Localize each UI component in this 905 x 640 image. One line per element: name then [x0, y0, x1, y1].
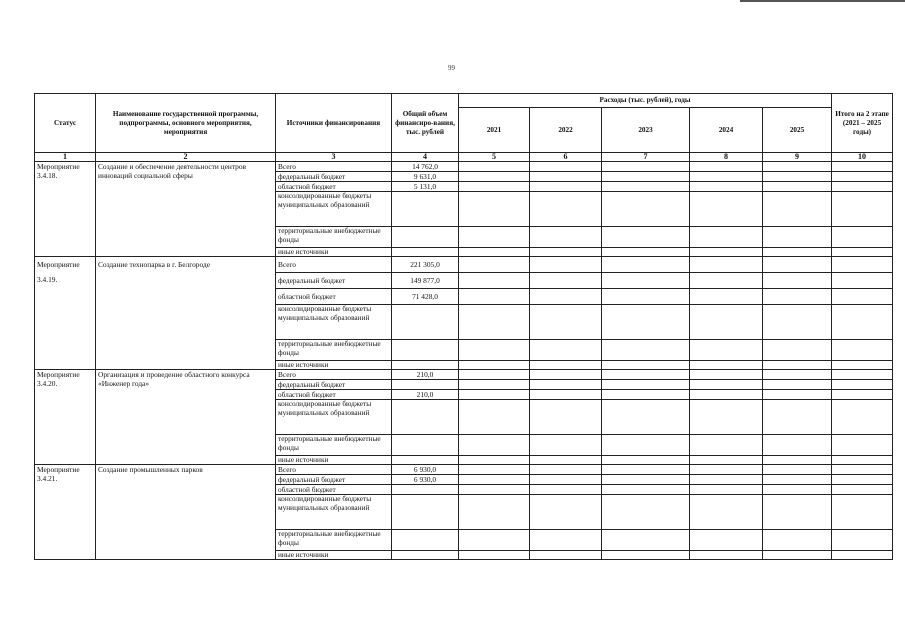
total-volume-cell: 149 877,0 [392, 273, 459, 289]
page-number: 99 [448, 64, 455, 72]
measure-status: Мероприятие 3.4.20. [35, 370, 96, 465]
total-volume-cell [392, 435, 459, 456]
total-volume-cell [392, 361, 459, 370]
col-number: 5 [459, 153, 530, 162]
measure-status: Мероприятие 3.4.18. [35, 162, 96, 257]
col-number: 1 [35, 153, 96, 162]
header-name: Наименование государственной программы, подпрограммы, основного мероприятия, мероприятия [96, 94, 276, 153]
source-cell: областной бюджет [276, 390, 392, 400]
source-cell: консолидированные бюджеты муниципальных образований [276, 192, 392, 227]
total-volume-cell: 210,0 [392, 390, 459, 400]
header-year-2024: 2024 [690, 108, 763, 153]
measure-name: Организация и проведение областного конкурса «Инженер года» [96, 370, 276, 465]
header-year-2025: 2025 [763, 108, 832, 153]
header-sources: Источники финансирования [276, 94, 392, 153]
measure-name: Создание и обеспечение деятельности центров инноваций социальной сферы [96, 162, 276, 257]
measure-status: Мероприятие 3.4.21. [35, 465, 96, 560]
total-volume-cell: 71 428,0 [392, 289, 459, 305]
source-cell: иные источники [276, 361, 392, 370]
measure-status: Мероприятие 3.4.19. [35, 257, 96, 370]
source-cell: иные источники [276, 248, 392, 257]
total-volume-cell: 5 131,0 [392, 182, 459, 192]
total-volume-cell [392, 248, 459, 257]
col-number: 3 [276, 153, 392, 162]
col-number: 7 [602, 153, 690, 162]
budget-table [34, 93, 893, 560]
total-volume-cell [392, 551, 459, 560]
col-number: 6 [530, 153, 602, 162]
total-volume-cell: 14 762,0 [392, 162, 459, 172]
total-volume-cell: 9 631,0 [392, 172, 459, 182]
header-total-volume: Общий объем финансиро-вания, тыс. рублей [392, 94, 459, 153]
total-volume-cell [392, 305, 459, 340]
source-cell: территориальные внебюджетные фонды [276, 530, 392, 551]
source-cell: областной бюджет [276, 485, 392, 495]
total-volume-cell [392, 530, 459, 551]
source-cell: областной бюджет [276, 182, 392, 192]
source-cell: иные источники [276, 456, 392, 465]
source-cell: территориальные внебюджетные фонды [276, 227, 392, 248]
table-row [35, 162, 893, 172]
measure-name: Создание промышленных парков [96, 465, 276, 560]
source-cell: федеральный бюджет [276, 380, 392, 390]
source-cell: областной бюджет [276, 289, 392, 305]
source-cell: федеральный бюджет [276, 172, 392, 182]
total-volume-cell [392, 192, 459, 227]
header-itogo: Итого на 2 этапе (2021 – 2025 годы) [832, 94, 893, 153]
total-volume-cell [392, 227, 459, 248]
col-number: 10 [832, 153, 893, 162]
col-number: 4 [392, 153, 459, 162]
table-row [35, 370, 893, 380]
source-cell: федеральный бюджет [276, 475, 392, 485]
total-volume-cell: 210,0 [392, 370, 459, 380]
header-year-2021: 2021 [459, 108, 530, 153]
source-cell: консолидированные бюджеты муниципальных образований [276, 495, 392, 530]
source-cell: Всего [276, 257, 392, 273]
total-volume-cell [392, 380, 459, 390]
table-row [35, 465, 893, 475]
source-cell: иные источники [276, 551, 392, 560]
measure-name: Создание технопарка в г. Белгороде [96, 257, 276, 370]
total-volume-cell: 6 930,0 [392, 475, 459, 485]
header-year-2022: 2022 [530, 108, 602, 153]
col-number: 9 [763, 153, 832, 162]
header-status: Статус [35, 94, 96, 153]
source-cell: федеральный бюджет [276, 273, 392, 289]
col-number: 2 [96, 153, 276, 162]
source-cell: консолидированные бюджеты муниципальных образований [276, 400, 392, 435]
source-cell: Всего [276, 370, 392, 380]
total-volume-cell [392, 400, 459, 435]
header-year-2023: 2023 [602, 108, 690, 153]
total-volume-cell [392, 495, 459, 530]
total-volume-cell [392, 456, 459, 465]
total-volume-cell [392, 340, 459, 361]
scan-edge-line [740, 0, 905, 2]
header-expenses: Расходы (тыс. рублей), годы [459, 94, 832, 108]
total-volume-cell [392, 485, 459, 495]
total-volume-cell: 6 930,0 [392, 465, 459, 475]
source-cell: консолидированные бюджеты муниципальных образований [276, 305, 392, 340]
table-row [35, 257, 893, 273]
source-cell: территориальные внебюджетные фонды [276, 435, 392, 456]
source-cell: территориальные внебюджетные фонды [276, 340, 392, 361]
col-number: 8 [690, 153, 763, 162]
source-cell: Всего [276, 465, 392, 475]
total-volume-cell: 221 305,0 [392, 257, 459, 273]
source-cell: Всего [276, 162, 392, 172]
